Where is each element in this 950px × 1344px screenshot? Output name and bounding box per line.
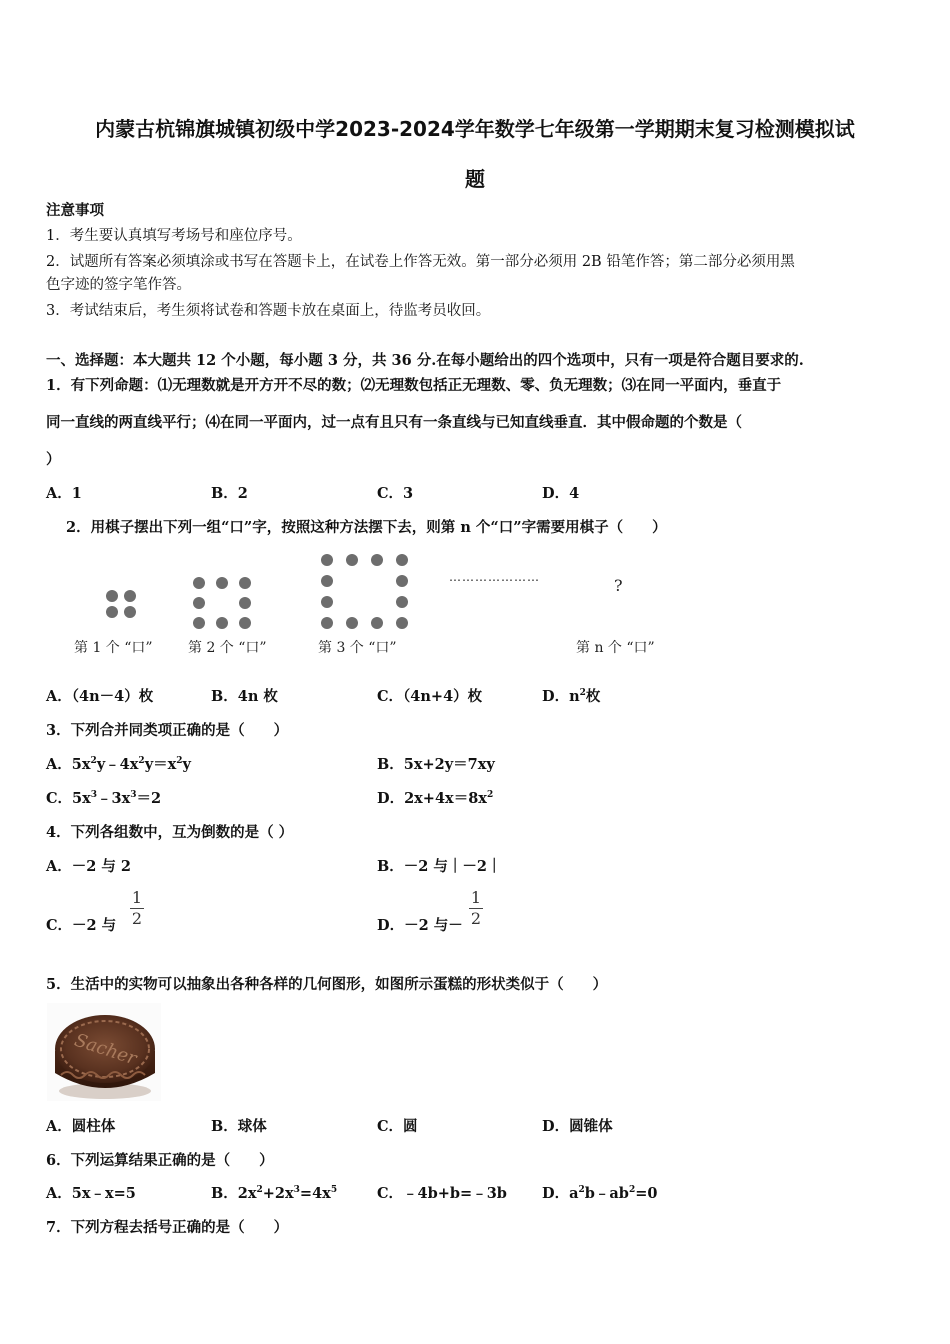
cake-inscription: Sacher <box>71 1029 140 1070</box>
chess-piece <box>371 617 383 629</box>
question-6-option-c: C．﹣4b+b=﹣3b <box>377 1185 507 1202</box>
question-5-option-c: C．圆 <box>377 1118 418 1135</box>
question-1-line-2: 同一直线的两直线平行；⑷在同一平面内，过一点有且只有一条直线与已知直线垂直．其中假命题的个数是（ <box>46 414 742 431</box>
notice-item-2-continued: 色字迹的签字笔作答。 <box>46 277 191 293</box>
fraction-one-half <box>130 889 144 928</box>
question-4-option-a: A．－2 与 2 <box>46 858 132 875</box>
question-1-line-3: ） <box>46 451 61 468</box>
question-1-option-b: B．2 <box>211 485 248 502</box>
figure-question-mark: ? <box>614 576 623 595</box>
question-6-option-a: A．5x﹣x=5 <box>46 1185 136 1202</box>
notice-item-1: 1．考生要认真填写考场号和座位序号。 <box>46 228 302 244</box>
chess-piece <box>321 575 333 587</box>
question-2-text: 2．用棋子摆出下列一组“口”字，按照这种方法摆下去，则第 n 个“口”字需要用棋子（ ） <box>66 519 667 536</box>
fraction-one-half <box>469 889 483 928</box>
exam-title: 内蒙古杭锦旗城镇初级中学2023-2024学年数学七年级第一学期期末复习检测模拟试 <box>95 117 855 141</box>
chess-piece <box>321 596 333 608</box>
chess-piece <box>239 597 251 609</box>
chess-piece <box>216 577 228 589</box>
question-2-option-c: C．（4n+4）枚 <box>377 688 483 705</box>
question-6-text: 6．下列运算结果正确的是（ ） <box>46 1152 274 1169</box>
question-5-text: 5．生活中的实物可以抽象出各种各样的几何图形，如图所示蛋糕的形状类似于（ ） <box>46 976 608 993</box>
question-3-option-b: B．5x+2y＝7xy <box>377 756 495 773</box>
chess-piece <box>193 597 205 609</box>
question-4-text: 4．下列各组数中，互为倒数的是（ ） <box>46 824 294 841</box>
figure-label-1: 第 1 个 “口” <box>74 640 153 656</box>
chess-piece <box>216 617 228 629</box>
question-2-option-b: B．4n 枚 <box>211 688 278 705</box>
fraction-numerator: 1 <box>131 888 143 907</box>
question-2-option-d: D．$n^2$枚 <box>542 688 601 705</box>
notice-item-3: 3．考试结束后，考生须将试卷和答题卡放在桌面上，待监考员收回。 <box>46 303 491 319</box>
question-5-option-d: D．圆锥体 <box>542 1118 613 1135</box>
question-4-option-b: B．－2 与｜－2｜ <box>377 858 502 875</box>
chess-piece <box>239 617 251 629</box>
chess-piece <box>396 575 408 587</box>
chess-piece <box>371 554 383 566</box>
chess-piece <box>124 590 136 602</box>
question-3-option-a: A．$5x^2y﹣4x^2y=x^2y$ <box>46 756 191 773</box>
question-2-option-a: A．（4n－4）枚 <box>46 688 154 705</box>
fraction-denominator: 2 <box>131 909 143 928</box>
figure-ellipsis: ………………… <box>449 570 540 584</box>
notice-heading: 注意事项 <box>46 202 104 219</box>
exam-title-continued: 题 <box>465 167 485 191</box>
section-heading: 一、选择题：本大题共 12 个小题，每小题 3 分，共 36 分.在每小题给出的四个选项中，只有一项是符合题目要求的. <box>46 352 804 369</box>
figure-label-2: 第 2 个 “口” <box>188 640 267 656</box>
chess-piece <box>239 577 251 589</box>
question-5-option-a: A．圆柱体 <box>46 1118 116 1135</box>
chess-piece <box>321 617 333 629</box>
question-1-option-a: A．1 <box>46 485 82 502</box>
question-5-option-b: B．球体 <box>211 1118 267 1135</box>
chess-piece <box>346 554 358 566</box>
chess-piece <box>124 606 136 618</box>
question-3-option-d: D．$2x+4x=8x^2$ <box>377 790 494 807</box>
figure-label-n: 第 n 个 “口” <box>576 640 655 656</box>
chess-piece <box>321 554 333 566</box>
cake-image <box>47 1003 161 1101</box>
question-3-option-c: C．$5x^3﹣3x^3=2$ <box>46 790 162 807</box>
chess-piece <box>193 577 205 589</box>
chess-piece <box>193 617 205 629</box>
question-6-option-d: D．$a^2b﹣ab^2=0$ <box>542 1185 658 1202</box>
question-1-line-1: 1．有下列命题：⑴无理数就是开方开不尽的数；⑵无理数包括正无理数、零、负无理数；⑶在同一平面内，垂直于 <box>46 377 782 394</box>
fraction-numerator: 1 <box>470 888 482 907</box>
fraction-denominator: 2 <box>470 909 482 928</box>
figure-label-3: 第 3 个 “口” <box>318 640 397 656</box>
chess-piece <box>396 617 408 629</box>
question-3-text: 3．下列合并同类项正确的是（ ） <box>46 722 289 739</box>
question-7-text: 7．下列方程去括号正确的是（ ） <box>46 1219 289 1236</box>
chess-piece <box>106 606 118 618</box>
chess-piece <box>396 554 408 566</box>
question-1-option-c: C．3 <box>377 485 414 502</box>
question-4-option-d: D．－2 与－ <box>377 917 463 934</box>
cake-illustration <box>47 1003 161 1101</box>
chess-piece <box>346 617 358 629</box>
chess-piece <box>396 596 408 608</box>
chess-piece <box>106 590 118 602</box>
notice-item-2: 2．试题所有答案必须填涂或书写在答题卡上，在试卷上作答无效。第一部分必须用 2B 铅笔作答；第二部分必须用黑 <box>46 254 795 270</box>
question-4-option-c: C．－2 与 <box>46 917 117 934</box>
chess-pattern-figure <box>66 548 670 658</box>
question-1-option-d: D．4 <box>542 485 580 502</box>
question-6-option-b: B．$2x^2+2x^3=4x^5$ <box>211 1185 338 1202</box>
